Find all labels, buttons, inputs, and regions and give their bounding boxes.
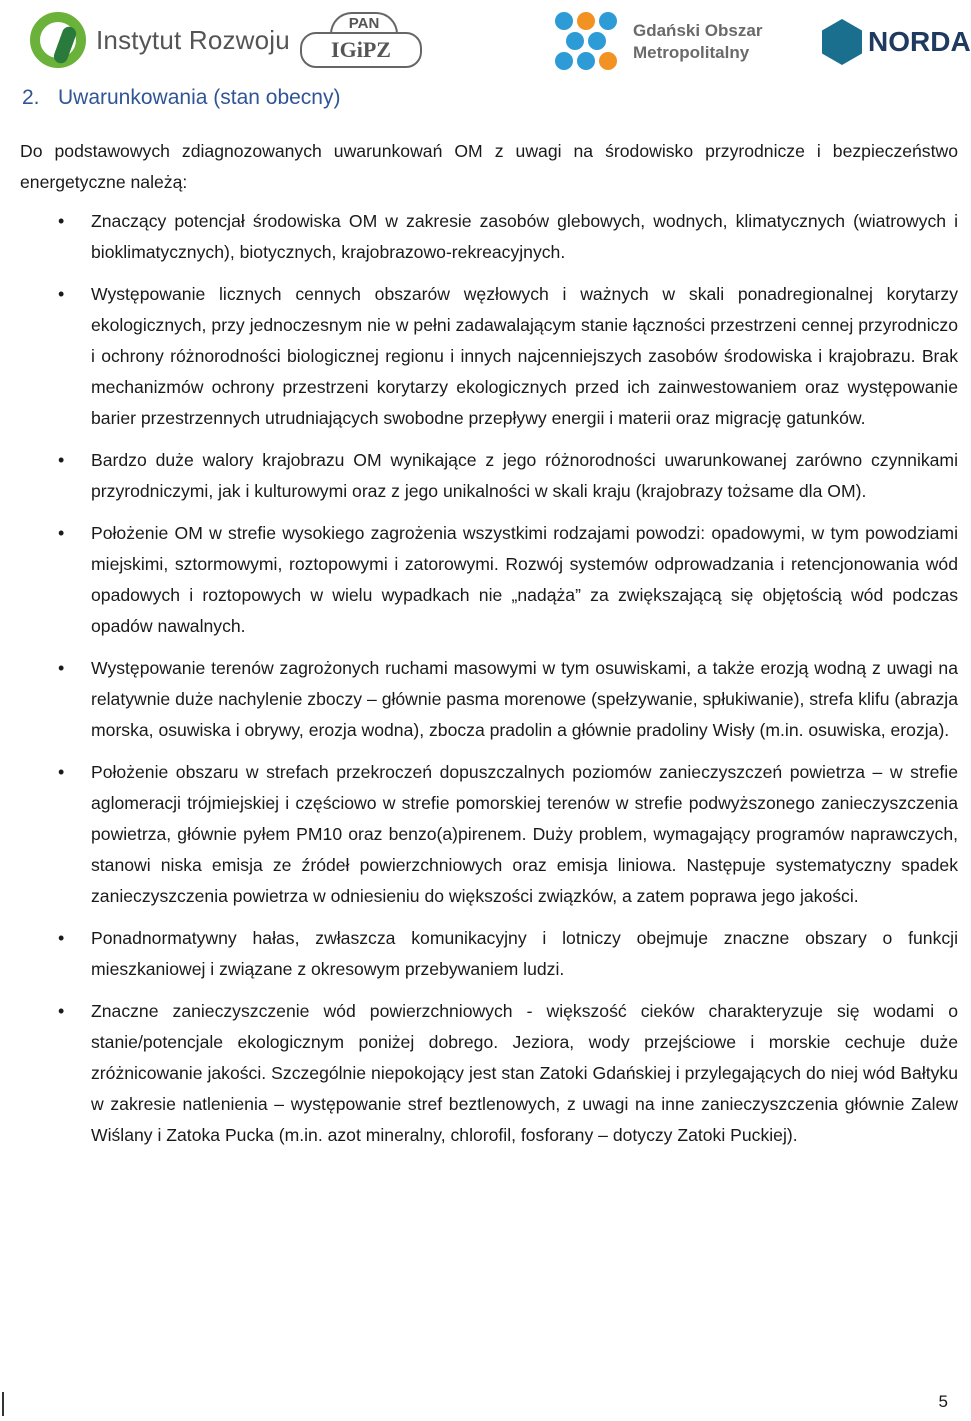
pan-label: PAN: [330, 12, 398, 34]
conditions-list: [0, 206, 960, 1162]
intro-paragraph: Do podstawowych zdiagnozowanych uwarunkowań OM z uwagi na środowisko przyrodnicze i bezpieczeństwo energetyczne należą:: [20, 141, 958, 192]
section-title: Uwarunkowania (stan obecny): [58, 86, 341, 109]
gom-icon: [555, 12, 621, 72]
page-edge-mark: [2, 1392, 4, 1416]
list-item: • Ponadnormatywny hałas, zwłaszcza komunikacyjny i lotniczy obejmuje znaczne obszary o funkcji mieszkaniowej i związane z okresowym przebywaniem ludzi.: [0, 923, 958, 985]
gom-name: [633, 20, 762, 64]
gom-name-line2: Metropolitalny: [633, 43, 750, 62]
instytut-rozwoju-logo: [30, 8, 290, 72]
list-item: • Położenie OM w strefie wysokiego zagrożenia wszystkimi rodzajami powodzi: opadowymi, w tym powodziami miejskimi, sztormowymi, roztopowymi i zatorowymi. Rozwój systemów odprowadzania i retencjonowania wód opadowych i roztopowych w wielu wypadkach nie „nadąża” za zwiększającą się objętością wód podczas opadów nawalnych.: [0, 518, 958, 642]
gom-logo: [555, 10, 762, 74]
logo-bar: [0, 0, 971, 80]
section-number: 2.: [22, 86, 40, 109]
list-item: • Występowanie licznych cennych obszarów węzłowych i ważnych w skali ponadregionalnej korytarzy ekologicznych, przy jednoczesnym nie w pełni zadawalającym stanie łączności przestrzeni cennej przyrodniczo i ochrony różnorodności biologicznej regionu i innych najcenniejszych zasobów środowiska i krajobrazu. Brak mechanizmów ochrony przestrzeni korytarzy ekologicznych przed ich zainwestowaniem oraz występowanie barier przestrzennych utrudniających swobodne przepływy energii i materii oraz migrację gatunków.: [0, 279, 958, 434]
norda-name-text: NORDA: [868, 26, 971, 57]
norda-logo: [822, 10, 971, 74]
list-item: • Znaczne zanieczyszczenie wód powierzchniowych - większość cieków charakteryzuje się wodami o stanie/potencjale ekologicznym poniżej dobrego. Jeziora, wody przejściowe i morskie cechuje duże zróżnicowanie jakości. Szczególnie niepokojący jest stan Zatoki Gdańskiej i przylegających do niej wód Bałtyku w zakresie natlenienia – występowanie stref beztlenowych, z uwagi na inne zanieczyszczenia głównie Zalew Wiślany i Zatoka Pucka (m.in. azot mineralny, chlorofil, fosforany – dotyczy Zatoki Puckiej).: [0, 996, 958, 1151]
igipz-label: IGiPZ: [300, 32, 422, 68]
pan-igipz-logo: [300, 12, 422, 68]
list-item: • Występowanie terenów zagrożonych ruchami masowymi w tym osuwiskami, a także erozją wodną z uwagi na relatywnie duże nachylenie zboczy – głównie pasma morenowe (spełzywanie, spłukiwanie), strefa klifu (abrazja morska, osuwiska i obrywy, erozja wodna), zbocza pradolin a głównie pradoliny Wisły (m.in. osuwiska, erozja).: [0, 653, 958, 746]
instytut-rozwoju-icon: [30, 12, 86, 68]
section-heading: [22, 86, 340, 110]
gom-name-line1: Gdański Obszar: [633, 21, 763, 40]
list-item: • Znaczący potencjał środowiska OM w zakresie zasobów glebowych, wodnych, klimatycznych (wiatrowych i bioklimatycznych), biotycznych, krajobrazowo-rekreacyjnych.: [0, 206, 958, 268]
norda-icon: [822, 19, 862, 65]
norda-name: [868, 27, 971, 57]
instytut-rozwoju-name: Instytut Rozwoju: [96, 24, 290, 55]
list-item: • Położenie obszaru w strefach przekroczeń dopuszczalnych poziomów zanieczyszczeń powietrza – w strefie aglomeracji trójmiejskiej i częściowo w strefie pomorskiej terenów w strefie podwyższonego zanieczyszczenia powietrza, głównie pyłem PM10 oraz benzo(a)pirenem. Duży problem, wymagający programów naprawczych, stanowi niska emisja ze źródeł powierzchniowych oraz emisja liniowa. Następuje systematyczny spadek zanieczyszczenia powietrza w odniesieniu do większości związków, a zatem poprawa jego jakości.: [0, 757, 958, 912]
page-number: 5: [938, 1392, 948, 1411]
list-item: • Bardzo duże walory krajobrazu OM wynikające z jego różnorodności uwarunkowanej zarówno czynnikami przyrodniczymi, jak i kulturowymi oraz z jego unikalności w skali kraju (krajobrazy tożsame dla OM).: [0, 445, 958, 507]
